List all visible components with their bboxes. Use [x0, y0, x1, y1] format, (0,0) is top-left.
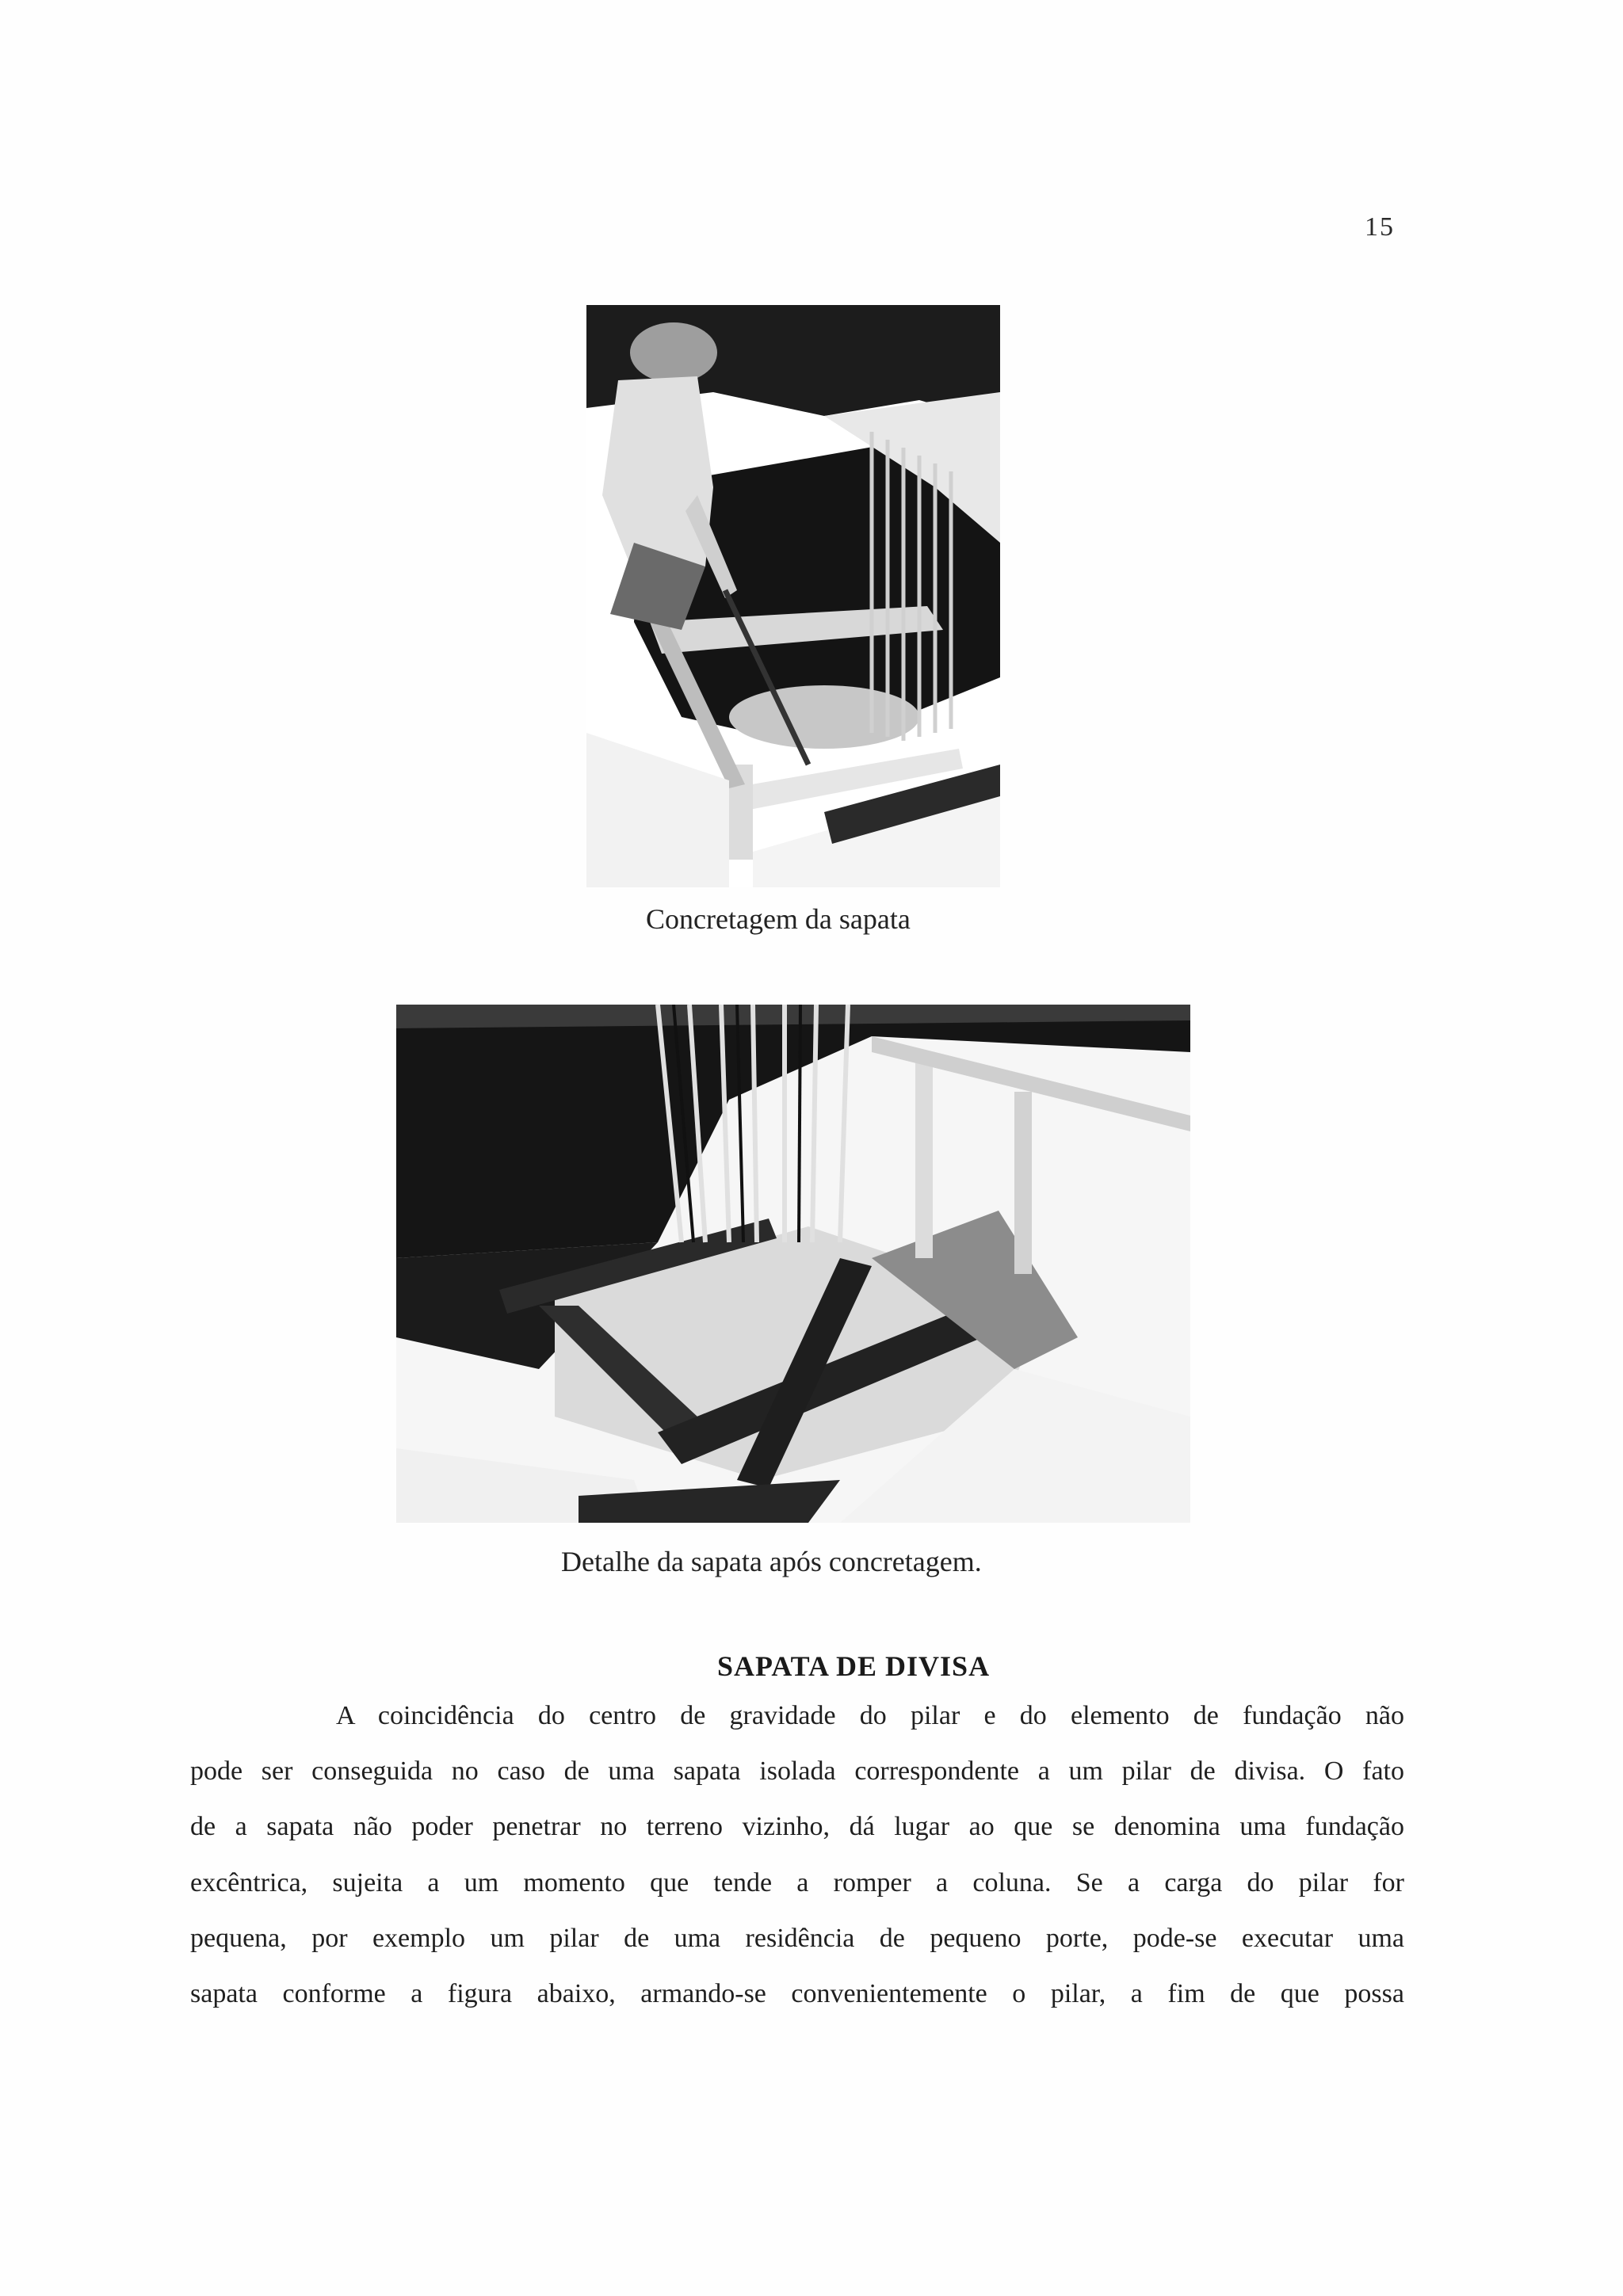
- photo-concreting-footing: [586, 305, 1000, 887]
- section-heading: SAPATA DE DIVISA: [717, 1650, 991, 1682]
- figure-1-caption: Concretagem da sapata: [646, 903, 911, 935]
- page-number: 15: [1365, 212, 1395, 242]
- photo-concreting-footing-image: [586, 305, 1000, 887]
- figure-2-caption: Detalhe da sapata após concretagem.: [561, 1546, 982, 1577]
- photo-footing-detail: [396, 1005, 1190, 1523]
- paragraph-line: pode ser conseguida no caso de uma sapata isolada correspondente a um pilar de divisa. O fato: [190, 1756, 1404, 1786]
- paragraph-line: excêntrica, sujeita a um momento que tende a romper a coluna. Se a carga do pilar for: [190, 1868, 1404, 1897]
- paragraph-line: sapata conforme a figura abaixo, armando-se convenientemente o pilar, a fim de que possa: [190, 1979, 1404, 2008]
- paragraph-line: de a sapata não poder penetrar no terreno vizinho, dá lugar ao que se denomina uma fundação: [190, 1812, 1404, 1841]
- paragraph-line: A coincidência do centro de gravidade do pilar e do elemento de fundação não: [336, 1701, 1404, 1730]
- photo-footing-detail-image: [396, 1005, 1190, 1523]
- paragraph-line: pequena, por exemplo um pilar de uma residência de pequeno porte, pode-se executar uma: [190, 1924, 1404, 1953]
